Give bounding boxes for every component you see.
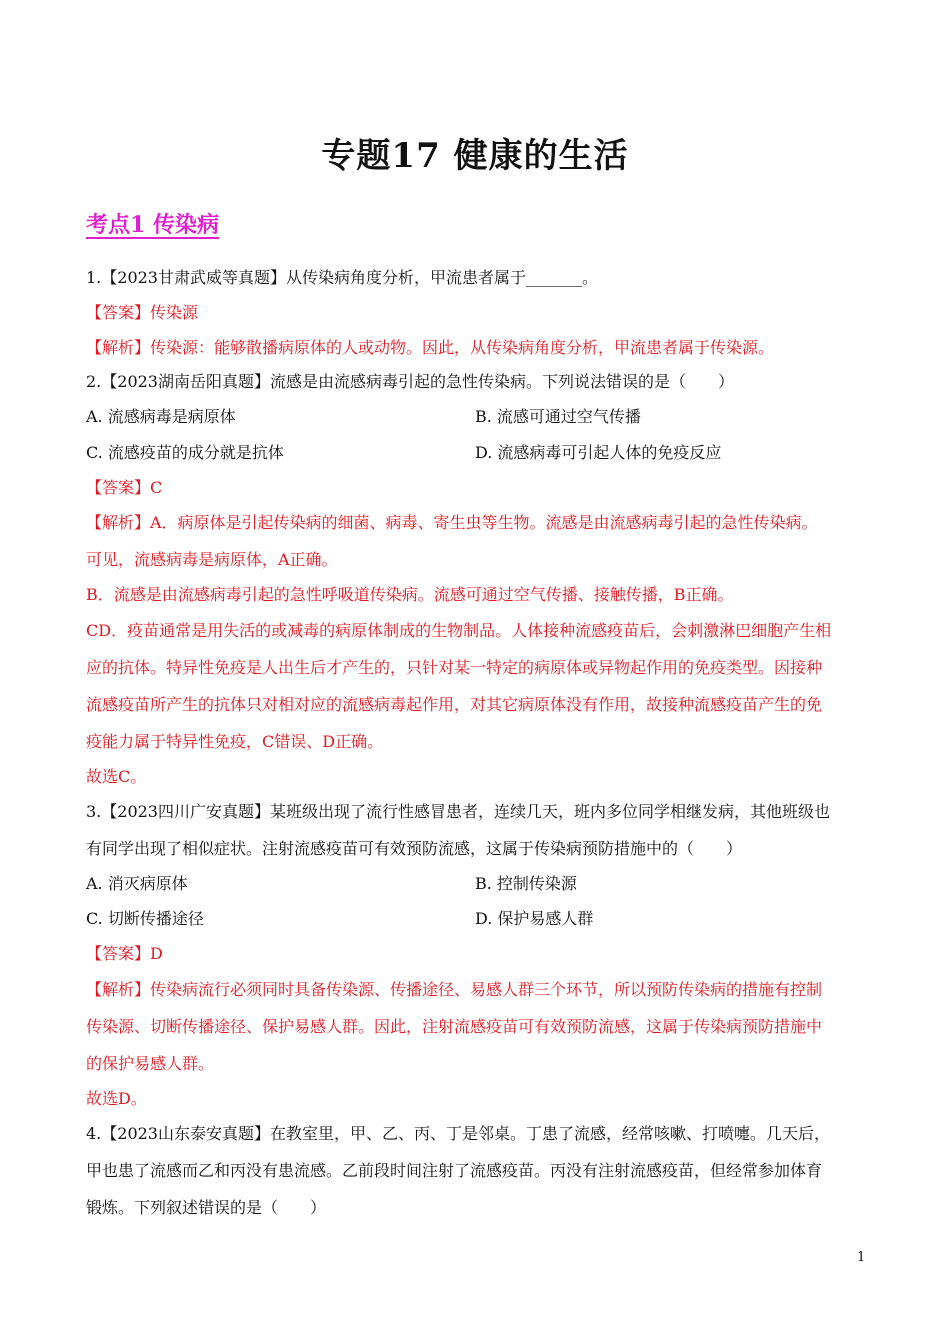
question-1-answer: 【答案】传染源 xyxy=(86,303,199,322)
question-4-stem-line: 4.【2023山东泰安真题】在教室里，甲、乙、丙、丁是邻桌。丁患了流感，经常咳嗽、打喷嚏。几天后， xyxy=(86,1124,830,1143)
question-2-option-d: D. 流感病毒可引起人体的免疫反应 xyxy=(475,443,722,462)
question-2-option-b: B. 流感可通过空气传播 xyxy=(475,407,641,426)
question-3-answer: 【答案】D xyxy=(86,944,163,963)
question-2-analysis-line: B．流感是由流感病毒引起的急性呼吸道传染病。流感可通过空气传播、接触传播，B正确。 xyxy=(86,585,734,604)
section-heading: 考点1 传染病 xyxy=(86,212,219,238)
question-4-stem-line: 锻炼。下列叙述错误的是（ ） xyxy=(86,1198,327,1217)
question-2-conclusion: 故选C。 xyxy=(86,767,147,786)
question-3-option-c: C. 切断传播途径 xyxy=(86,909,204,928)
question-2-analysis-line: 【解析】A．病原体是引起传染病的细菌、病毒、寄生虫等生物。流感是由流感病毒引起的急性传染病。 xyxy=(86,513,818,532)
question-3-analysis-line: 的保护易感人群。 xyxy=(86,1054,215,1073)
question-2-analysis-line: 可见，流感病毒是病原体，A正确。 xyxy=(86,550,338,569)
question-3-analysis-line: 【解析】传染病流行必须同时具备传染源、传播途径、易感人群三个环节，所以预防传染病的措施有控制 xyxy=(86,980,823,999)
question-2-option-a: A. 流感病毒是病原体 xyxy=(86,407,236,426)
question-2-analysis-line: CD．疫苗通常是用失活的或减毒的病原体制成的生物制品。人体接种流感疫苗后，会刺激淋巴细胞产生相 xyxy=(86,621,832,640)
question-2-analysis-line: 流感疫苗所产生的抗体只对相对应的流感病毒起作用，对其它病原体没有作用，故接种流感疫苗产生的免 xyxy=(86,695,823,714)
question-3-stem-line: 3.【2023四川广安真题】某班级出现了流行性感冒患者，连续几天，班内多位同学相继发病，其他班级也 xyxy=(86,802,830,821)
question-2-answer: 【答案】C xyxy=(86,478,163,497)
question-3-option-d: D. 保护易感人群 xyxy=(475,909,594,928)
question-2-option-c: C. 流感疫苗的成分就是抗体 xyxy=(86,443,284,462)
question-4-stem-line: 甲也患了流感而乙和丙没有患流感。乙前段时间注射了流感疫苗。丙没有注射流感疫苗，但经常参加体育 xyxy=(86,1161,823,1180)
question-3-option-b: B. 控制传染源 xyxy=(475,874,577,893)
question-3-conclusion: 故选D。 xyxy=(86,1089,147,1108)
question-1-analysis: 【解析】传染源：能够散播病原体的人或动物。因此，从传染病角度分析，甲流患者属于传染源。 xyxy=(86,338,775,357)
question-3-analysis-line: 传染源、切断传播途径、保护易感人群。因此，注射流感疫苗可有效预防流感，这属于传染病预防措施中 xyxy=(86,1017,823,1036)
question-2-analysis-line: 应的抗体。特异性免疫是人出生后才产生的，只针对某一特定的病原体或异物起作用的免疫类型。因接种 xyxy=(86,658,823,677)
question-2-stem: 2.【2023湖南岳阳真题】流感是由流感病毒引起的急性传染病。下列说法错误的是（ ） xyxy=(86,372,734,391)
page-number: 1 xyxy=(857,1250,866,1265)
question-3-stem-line: 有同学出现了相似症状。注射流感疫苗可有效预防流感，这属于传染病预防措施中的（ ） xyxy=(86,839,743,858)
question-1-stem: 1.【2023甘肃武威等真题】从传染病角度分析，甲流患者属于_______。 xyxy=(86,268,598,287)
page-title: 专题17 健康的生活 xyxy=(321,136,629,176)
question-3-option-a: A. 消灭病原体 xyxy=(86,874,188,893)
question-2-analysis-line: 疫能力属于特异性免疫，C错误、D正确。 xyxy=(86,732,384,751)
